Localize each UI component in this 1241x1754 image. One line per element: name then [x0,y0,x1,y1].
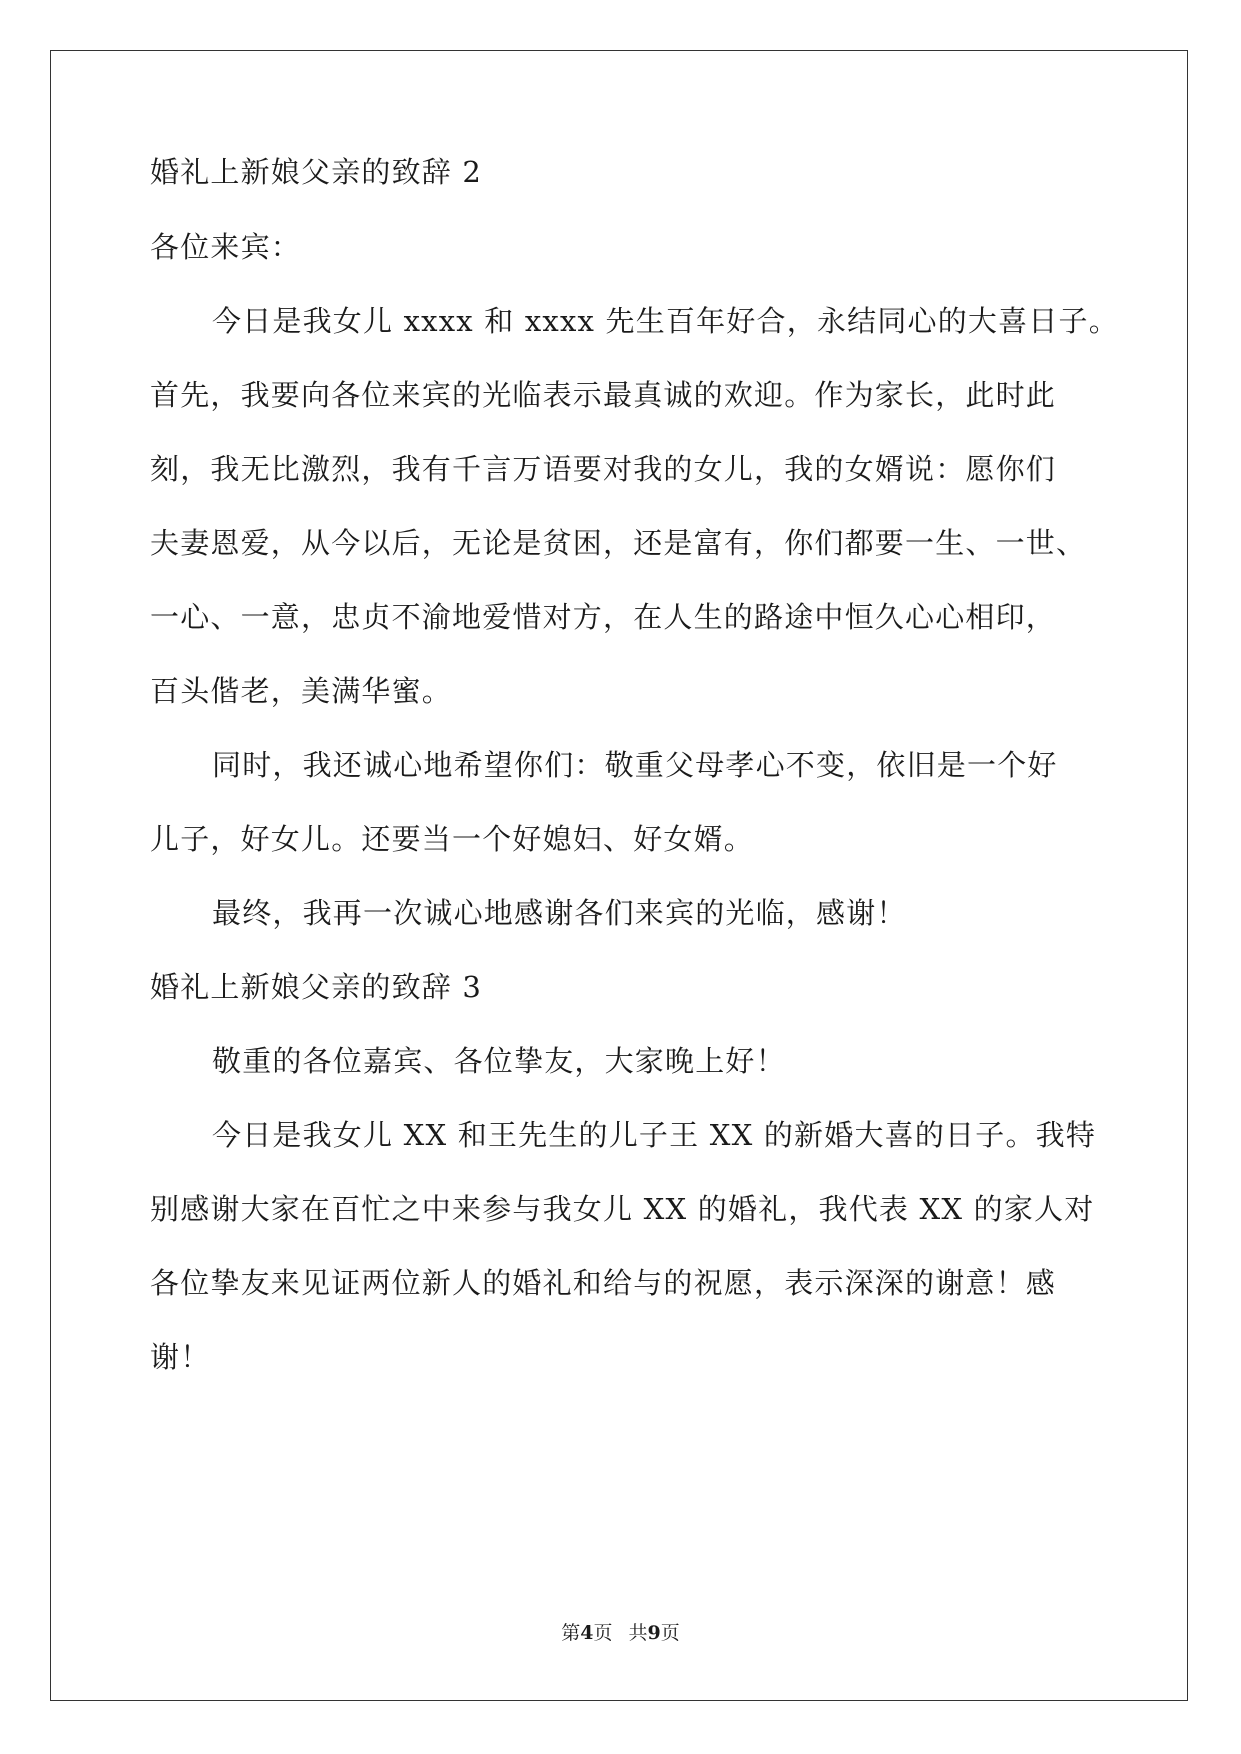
paragraph-line: 别感谢大家在百忙之中来参与我女儿 XX 的婚礼，我代表 XX 的家人对 [150,1192,1095,1226]
page-prefix: 第 [561,1622,581,1644]
page-number: 4 [580,1622,594,1644]
paragraph-line: 今日是我女儿 xxxx 和 xxxx 先生百年好合，永结同心的大喜日子。 [212,304,1119,338]
page-footer [0,1621,1241,1645]
paragraph-line: 首先，我要向各位来宾的光临表示最真诚的欢迎。作为家长，此时此 [150,378,1057,412]
section-heading: 婚礼上新娘父亲的致辞 2 [150,155,483,189]
paragraph-line: 百头偕老，美满华蜜。 [150,674,453,708]
greeting: 敬重的各位嘉宾、各位挚友，大家晚上好！ [212,1044,786,1078]
paragraph-line: 刻，我无比激烈，我有千言万语要对我的女儿，我的女婿说：愿你们 [150,452,1057,486]
total-pages: 9 [647,1622,661,1644]
paragraph-line: 儿子，好女儿。还要当一个好媳妇、好女婿。 [150,822,755,856]
section-heading: 婚礼上新娘父亲的致辞 3 [150,970,483,1004]
paragraph-line: 夫妻恩爱，从今以后，无论是贫困，还是富有，你们都要一生、一世、 [150,526,1087,560]
paragraph-line: 最终，我再一次诚心地感谢各们来宾的光临，感谢！ [212,896,907,930]
total-suffix: 页 [660,1622,680,1644]
paragraph-line: 今日是我女儿 XX 和王先生的儿子王 XX 的新婚大喜的日子。我特 [212,1118,1097,1152]
paragraph-line: 谢！ [150,1340,211,1374]
paragraph-line: 一心、一意，忠贞不渝地爱惜对方，在人生的路途中恒久心心相印， [150,600,1057,634]
page-border [50,50,1188,1701]
salutation: 各位来宾： [150,230,302,264]
total-prefix: 共 [628,1622,648,1644]
page-suffix: 页 [593,1622,613,1644]
paragraph-line: 同时，我还诚心地希望你们：敬重父母孝心不变，依旧是一个好 [212,748,1058,782]
paragraph-line: 各位挚友来见证两位新人的婚礼和给与的祝愿，表示深深的谢意！感 [150,1266,1057,1300]
